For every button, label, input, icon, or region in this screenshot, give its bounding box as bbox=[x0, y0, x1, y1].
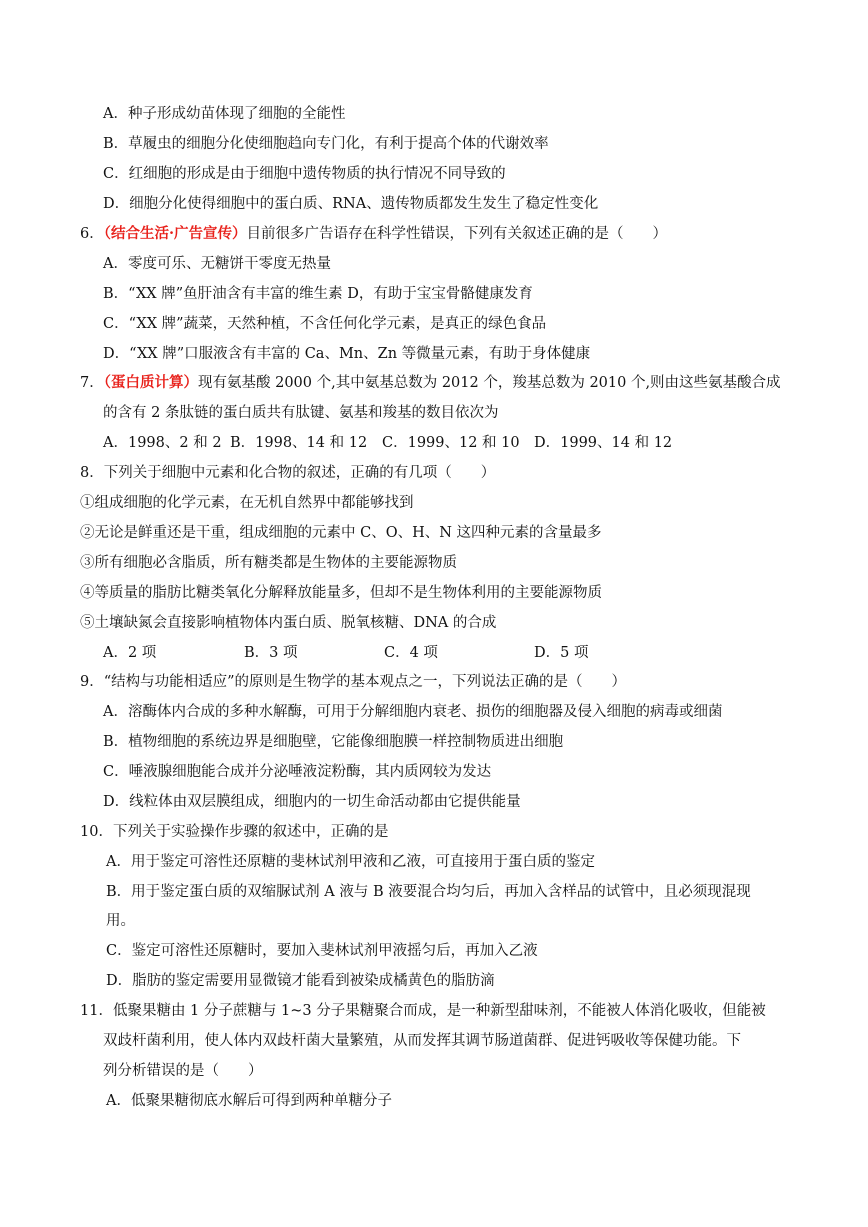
q9-option-b: B．植物细胞的系统边界是细胞壁，它能像细胞膜一样控制物质进出细胞 bbox=[103, 734, 564, 750]
q9-option-d: D．线粒体由双层膜组成，细胞内的一切生命活动都由它提供能量 bbox=[103, 794, 521, 810]
q7-option-a: A．1998、2 和 2 bbox=[103, 435, 222, 451]
q11-option-a: A．低聚果糖彻底水解后可得到两种单糖分子 bbox=[106, 1093, 392, 1109]
q8-option-a: A．2 项 bbox=[103, 645, 157, 661]
q5-option-b: B．草履虫的细胞分化使细胞趋向专门化，有利于提高个体的代谢效率 bbox=[103, 136, 549, 152]
q6-option-c: C．“XX 牌”蔬菜，天然种植，不含任何化学元素，是真正的绿色食品 bbox=[103, 316, 547, 332]
q6-stem-line bbox=[80, 224, 667, 244]
q5-option-c: C．红细胞的形成是由于细胞中遗传物质的执行情况不同导致的 bbox=[103, 166, 506, 182]
q6-option-b: B．“XX 牌”鱼肝油含有丰富的维生素 D，有助于宝宝骨骼健康发育 bbox=[103, 286, 533, 302]
q5-option-a: A．种子形成幼苗体现了细胞的全能性 bbox=[103, 106, 346, 122]
q7-option-d: D．1999、14 和 12 bbox=[534, 435, 673, 451]
q6-stem: 目前很多广告语存在科学性错误，下列有关叙述正确的是（ ） bbox=[246, 226, 668, 242]
q8-option-b: B．3 项 bbox=[244, 645, 298, 661]
q11-stem-line-3: 列分析错误的是（ ） bbox=[103, 1063, 263, 1079]
q8-option-d: D．5 项 bbox=[534, 645, 589, 661]
q8-option-c: C．4 项 bbox=[384, 645, 438, 661]
q7-stem-line-2: 的含有 2 条肽链的蛋白质共有肽键、氨基和羧基的数目依次为 bbox=[103, 405, 499, 421]
q8-statement-2: ②无论是鲜重还是干重，组成细胞的元素中 C、O、H、N 这四种元素的含量最多 bbox=[80, 525, 602, 541]
q7-option-c: C．1999、12 和 10 bbox=[382, 435, 520, 451]
q8-statement-3: ③所有细胞必含脂质，所有糖类都是生物体的主要能源物质 bbox=[80, 555, 457, 571]
q6-number: 6． bbox=[80, 226, 104, 242]
q7-stem-line-1 bbox=[80, 373, 781, 393]
q6-option-d: D．“XX 牌”口服液含有丰富的 Ca、Mn、Zn 等微量元素，有助于身体健康 bbox=[103, 346, 591, 362]
q7-topic-tag: （蛋白质计算） bbox=[103, 374, 198, 391]
q8-stem: 8．下列关于细胞中元素和化合物的叙述，正确的有几项（ ） bbox=[80, 465, 496, 481]
q7-number: 7． bbox=[80, 375, 104, 391]
q10-option-b-line-1: B．用于鉴定蛋白质的双缩脲试剂 A 液与 B 液要混合均匀后，再加入含样品的试管中，且必须现混现 bbox=[106, 884, 751, 900]
q10-option-c: C．鉴定可溶性还原糖时，要加入斐林试剂甲液摇匀后，再加入乙液 bbox=[106, 943, 538, 959]
q11-stem-line-1: 11．低聚果糖由 1 分子蔗糖与 1~3 分子果糖聚合而成，是一种新型甜味剂，不能被人体消化吸收，但能被 bbox=[80, 1003, 766, 1019]
q6-option-a: A．零度可乐、无糖饼干零度无热量 bbox=[103, 256, 331, 272]
q9-stem: 9．“结构与功能相适应”的原则是生物学的基本观点之一，下列说法正确的是（ ） bbox=[80, 674, 627, 690]
q10-option-a: A．用于鉴定可溶性还原糖的斐林试剂甲液和乙液，可直接用于蛋白质的鉴定 bbox=[106, 854, 595, 870]
q7-option-b: B．1998、14 和 12 bbox=[230, 435, 368, 451]
q6-topic-tag: （结合生活·广告宣传） bbox=[103, 225, 247, 242]
q9-option-c: C．唾液腺细胞能合成并分泌唾液淀粉酶，其内质网较为发达 bbox=[103, 764, 492, 780]
q9-option-a: A．溶酶体内合成的多种水解酶，可用于分解细胞内衰老、损伤的细胞器及侵入细胞的病毒或细菌 bbox=[103, 704, 723, 720]
q11-stem-line-2: 双歧杆菌利用，使人体内双歧杆菌大量繁殖，从而发挥其调节肠道菌群、促进钙吸收等保健功能。下 bbox=[103, 1033, 741, 1049]
q7-stem-1: 现有氨基酸 2000 个,其中氨基总数为 2012 个，羧基总数为 2010 个,则由这些氨基酸合成 bbox=[197, 375, 781, 391]
q8-statement-5: ⑤土壤缺氮会直接影响植物体内蛋白质、脱氧核糖、DNA 的合成 bbox=[80, 615, 497, 631]
q10-option-b-line-2: 用。 bbox=[106, 913, 135, 929]
q10-option-d: D．脂肪的鉴定需要用显微镜才能看到被染成橘黄色的脂肪滴 bbox=[106, 973, 495, 989]
q8-statement-4: ④等质量的脂肪比糖类氧化分解释放能量多，但却不是生物体利用的主要能源物质 bbox=[80, 585, 602, 601]
q8-statement-1: ①组成细胞的化学元素，在无机自然界中都能够找到 bbox=[80, 495, 414, 511]
q5-option-d: D．细胞分化使得细胞中的蛋白质、RNA、遗传物质都发生发生了稳定性变化 bbox=[103, 196, 599, 212]
q10-stem: 10．下列关于实验操作步骤的叙述中，正确的是 bbox=[80, 824, 389, 840]
